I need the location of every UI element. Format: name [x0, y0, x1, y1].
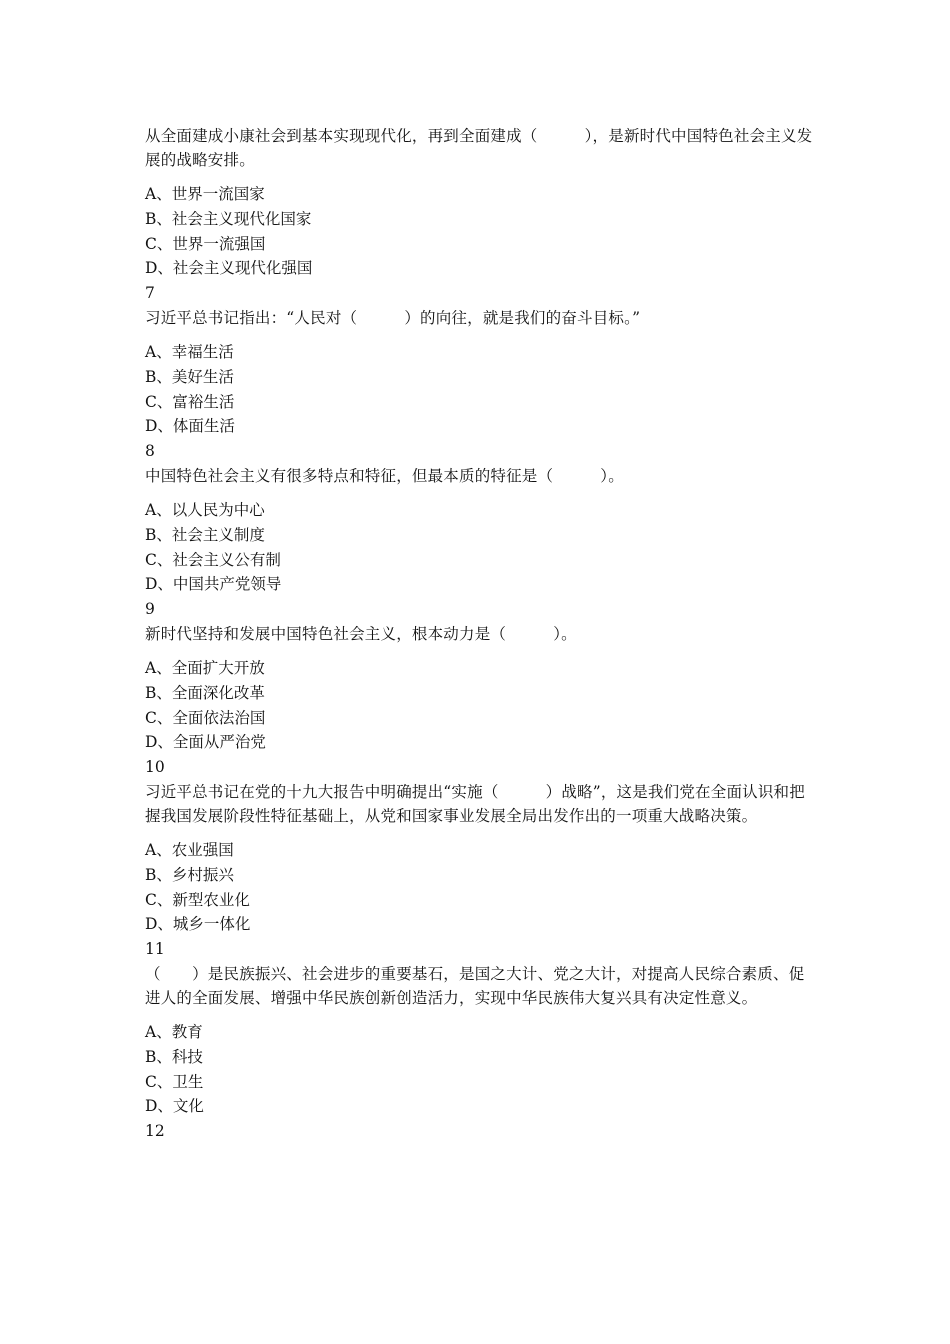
option-d: D、全面从严治党	[145, 733, 266, 752]
option-d: D、文化	[145, 1097, 204, 1116]
question-stem: 习近平总书记在党的十九大报告中明确提出“实施（ ）战略”，这是我们党在全面认识和把握我国发展阶段性特征基础上，从党和国家事业发展全局出发作出的一项重大战略决策。	[145, 782, 805, 825]
question-number: 9	[145, 600, 155, 619]
question-10	[145, 755, 815, 937]
option-c: C、新型农业化	[145, 890, 250, 909]
option-b: B、乡村振兴	[145, 865, 234, 884]
option-a: A、以人民为中心	[145, 500, 265, 519]
option-b: B、美好生活	[145, 367, 234, 386]
question-stem: 中国特色社会主义有很多特点和特征，但最本质的特征是（ ）。	[145, 466, 624, 485]
option-c: C、全面依法治国	[145, 708, 266, 727]
option-a: A、教育	[145, 1022, 203, 1041]
question-stem: （ ）是民族振兴、社会进步的重要基石，是国之大计、党之大计，对提高人民综合素质、促进人的全面发展、增强中华民族创新创造活力，实现中华民族伟大复兴具有决定性意义。	[145, 964, 805, 1007]
question-8	[145, 439, 815, 597]
option-d: D、中国共产党领导	[145, 575, 282, 594]
question-stem: 新时代坚持和发展中国特色社会主义，根本动力是（ ）。	[145, 624, 577, 643]
option-b: B、科技	[145, 1047, 203, 1066]
question-11	[145, 937, 815, 1119]
question-number: 10	[145, 758, 165, 777]
option-b: B、全面深化改革	[145, 683, 265, 702]
option-c: C、卫生	[145, 1072, 204, 1091]
option-b: B、社会主义制度	[145, 525, 265, 544]
question-stem: 习近平总书记指出：“人民对（ ）的向往，就是我们的奋斗目标。”	[145, 308, 641, 327]
option-c: C、社会主义公有制	[145, 550, 281, 569]
option-d: D、城乡一体化	[145, 915, 251, 934]
option-d: D、体面生活	[145, 417, 235, 436]
option-c: C、富裕生活	[145, 392, 235, 411]
question-stem: 从全面建成小康社会到基本实现现代化，再到全面建成（ ），是新时代中国特色社会主义发展的战略安排。	[145, 127, 813, 169]
option-b: B、社会主义现代化国家	[145, 209, 312, 228]
option-c: C、世界一流强国	[145, 234, 266, 253]
question-7	[145, 281, 815, 439]
option-a: A、全面扩大开放	[145, 658, 265, 677]
option-a: A、幸福生活	[145, 342, 234, 361]
question-number: 7	[145, 284, 155, 303]
question-number-12: 12	[145, 1122, 165, 1141]
question-6	[145, 124, 815, 281]
option-d: D、社会主义现代化强国	[145, 259, 313, 278]
question-number: 8	[145, 442, 155, 461]
document-page	[145, 124, 815, 1144]
option-a: A、农业强国	[145, 840, 234, 859]
question-9	[145, 597, 815, 755]
question-number: 11	[145, 940, 165, 959]
option-a: A、世界一流国家	[145, 185, 265, 203]
